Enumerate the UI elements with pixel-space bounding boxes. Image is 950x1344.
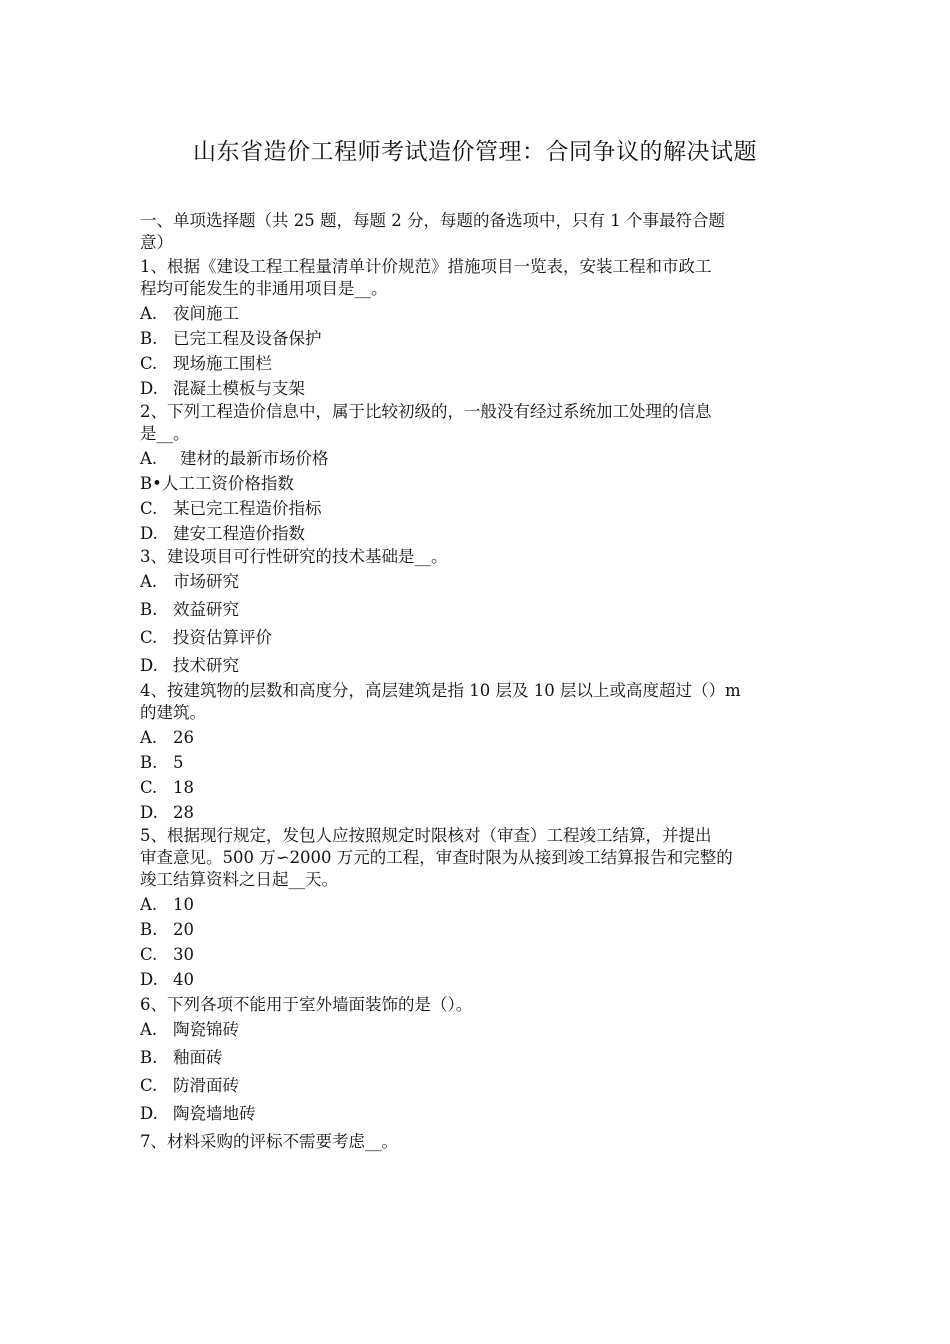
- option-key: B•: [140, 474, 162, 493]
- option-b: [140, 328, 812, 353]
- option-text: 20: [173, 920, 194, 939]
- option-key: D.: [140, 1104, 158, 1123]
- option-text: 建材的最新市场价格: [180, 449, 329, 468]
- option-text: 18: [173, 778, 194, 797]
- question-text: 是__。: [140, 424, 190, 443]
- question-4: [140, 680, 812, 824]
- option-key: D.: [140, 524, 158, 543]
- option-text: 釉面砖: [173, 1048, 223, 1067]
- question-text: 4、按建筑物的层数和高度分，高层建筑是指 10 层及 10 层以上或高度超过（）m: [140, 681, 741, 700]
- option-b: [140, 599, 812, 627]
- option-c: [140, 353, 812, 378]
- option-d: [140, 378, 812, 400]
- option-text: 某已完工程造价指标: [173, 499, 322, 518]
- option-key: C.: [140, 1076, 158, 1095]
- question-1: [140, 256, 812, 400]
- option-key: A.: [140, 895, 158, 914]
- option-key: D.: [140, 656, 158, 675]
- option-key: A.: [140, 728, 158, 747]
- section-heading-line: 一、单项选择题（共 25 题，每题 2 分，每题的备选项中，只有 1 个事最符合题: [140, 211, 725, 230]
- document-title: 山东省造价工程师考试造价管理：合同争议的解决试题: [193, 139, 757, 165]
- option-key: B.: [140, 329, 158, 348]
- option-text: 混凝土模板与支架: [173, 379, 305, 398]
- option-key: A.: [140, 572, 158, 591]
- option-key: B.: [140, 920, 158, 939]
- option-text: 5: [173, 753, 184, 772]
- option-c: [140, 777, 812, 802]
- question-text: 5、根据现行规定，发包人应按照规定时限核对（审查）工程竣工结算，并提出: [140, 826, 712, 845]
- option-text: 投资估算评价: [173, 628, 272, 647]
- question-text: 审查意见。500 万∽2000 万元的工程，审查时限为从接到竣工结算报告和完整的: [140, 848, 733, 867]
- option-text: 陶瓷墙地砖: [173, 1104, 256, 1123]
- option-text: 现场施工围栏: [173, 354, 272, 373]
- question-text: 3、建设项目可行性研究的技术基础是__。: [140, 547, 448, 566]
- question-text: 2、下列工程造价信息中，属于比较初级的，一般没有经过系统加工处理的信息: [140, 402, 712, 421]
- option-key: D.: [140, 970, 158, 989]
- option-key: B.: [140, 753, 158, 772]
- option-d: [140, 802, 812, 824]
- option-text: 技术研究: [173, 656, 239, 675]
- option-b: [140, 1047, 812, 1075]
- option-a: [140, 727, 812, 752]
- option-text: 26: [173, 728, 194, 747]
- option-c: [140, 944, 812, 969]
- option-key: A.: [140, 304, 158, 323]
- option-text: 人工工资价格指数: [161, 474, 294, 493]
- option-key: D.: [140, 803, 158, 822]
- option-a: [140, 303, 812, 328]
- option-key: B.: [140, 1048, 158, 1067]
- option-key: C.: [140, 354, 158, 373]
- option-text: 建安工程造价指数: [173, 524, 305, 543]
- question-text: 7、材料采购的评标不需要考虑__。: [140, 1132, 398, 1151]
- question-6: [140, 994, 812, 1130]
- option-a: [140, 894, 812, 919]
- question-7: [140, 1131, 812, 1153]
- option-a: [140, 571, 812, 599]
- option-key: C.: [140, 499, 158, 518]
- option-text: 已完工程及设备保护: [173, 329, 322, 348]
- option-text: 市场研究: [173, 572, 239, 591]
- option-text: 夜间施工: [173, 304, 239, 323]
- option-key: B.: [140, 600, 158, 619]
- question-text: 竣工结算资料之日起__天。: [140, 870, 338, 889]
- question-text: 6、下列各项不能用于室外墙面装饰的是（）。: [140, 995, 473, 1014]
- option-key: A.: [140, 1020, 158, 1039]
- option-c: [140, 627, 812, 655]
- document-body: [140, 210, 812, 1153]
- option-key: C.: [140, 628, 158, 647]
- option-text: 防滑面砖: [173, 1076, 239, 1095]
- option-d: [140, 969, 812, 993]
- option-b: [140, 919, 812, 944]
- question-5: [140, 825, 812, 993]
- question-3: [140, 546, 812, 679]
- option-key: A.: [140, 449, 158, 468]
- option-text: 效益研究: [173, 600, 239, 619]
- option-key: C.: [140, 778, 158, 797]
- option-text: 30: [173, 945, 194, 964]
- question-text: 的建筑。: [140, 703, 206, 722]
- section-heading-line: 意）: [140, 233, 173, 252]
- section-heading: [140, 210, 812, 254]
- option-text: 10: [173, 895, 194, 914]
- question-text: 1、根据《建设工程工程量清单计价规范》措施项目一览表，安装工程和市政工: [140, 257, 712, 276]
- option-d: [140, 1103, 812, 1130]
- option-c: [140, 1075, 812, 1103]
- option-text: 40: [173, 970, 194, 989]
- option-key: D.: [140, 379, 158, 398]
- option-text: 28: [173, 803, 194, 822]
- question-2: [140, 401, 812, 545]
- option-key: C.: [140, 945, 158, 964]
- option-b: [140, 473, 812, 498]
- option-text: 陶瓷锦砖: [173, 1020, 239, 1039]
- option-c: [140, 498, 812, 523]
- option-d: [140, 523, 812, 545]
- option-a: [140, 1019, 812, 1047]
- option-a: [140, 448, 812, 473]
- question-text: 程均可能发生的非通用项目是__。: [140, 279, 388, 298]
- option-b: [140, 752, 812, 777]
- option-d: [140, 655, 812, 679]
